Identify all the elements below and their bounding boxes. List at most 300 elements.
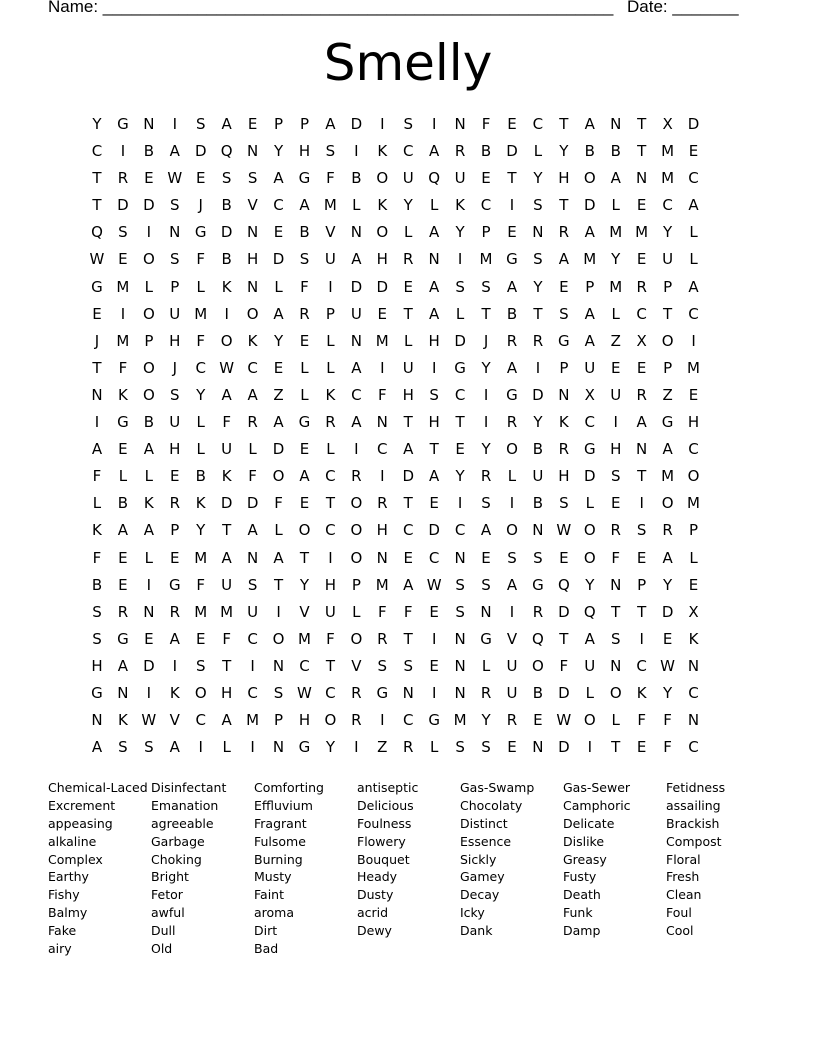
grid-letter: I [328, 548, 333, 567]
grid-letter: L [144, 467, 154, 486]
grid-letter: N [532, 223, 544, 242]
grid-letter: K [117, 711, 128, 730]
grid-letter: A [662, 548, 673, 567]
grid-letter: G [117, 629, 129, 648]
grid-letter: S [533, 250, 543, 269]
grid-letter: B [532, 494, 544, 513]
grid-letter: A [169, 142, 180, 161]
grid-letter: F [222, 629, 231, 648]
grid-letter: L [222, 738, 231, 757]
grid-letter: W [556, 521, 572, 540]
grid-letter: T [273, 575, 284, 594]
word-list-item: Disinfectant [151, 780, 227, 795]
grid-letter: H [558, 169, 570, 188]
grid-letter: U [610, 385, 622, 404]
grid-row [84, 411, 736, 438]
grid-letter: N [91, 711, 103, 730]
grid-letter: M [194, 602, 208, 621]
grid-letter: M [375, 575, 389, 594]
grid-letter: I [431, 115, 437, 133]
grid-letter: S [247, 575, 258, 594]
grid-letter: L [429, 196, 439, 215]
grid-letter: L [404, 223, 413, 242]
word-list-item: Gas-Swamp [460, 780, 535, 795]
grid-letter: S [455, 738, 465, 757]
grid-letter: L [326, 331, 335, 350]
grid-letter: N [350, 223, 362, 242]
word-list-item: awful [151, 905, 185, 921]
grid-letter: F [403, 602, 413, 621]
grid-letter: A [351, 358, 362, 377]
grid-letter: G [91, 277, 103, 296]
grid-letter: L [611, 711, 620, 730]
grid-letter: T [92, 196, 102, 215]
grid-letter: R [636, 385, 647, 404]
grid-letter: E [455, 440, 465, 459]
grid-letter: Y [273, 142, 284, 161]
grid-letter: G [298, 738, 311, 757]
grid-letter: F [559, 656, 569, 675]
grid-letter: C [428, 548, 440, 567]
grid-letter: V [247, 196, 258, 215]
letter-grid [84, 113, 736, 763]
grid-letter: V [351, 656, 362, 675]
grid-letter: H [246, 250, 259, 269]
word-list-item: Essence [460, 833, 512, 849]
grid-letter: F [611, 548, 621, 567]
grid-letter: R [377, 494, 388, 513]
grid-letter: L [611, 304, 620, 323]
grid-letter: I [172, 656, 177, 675]
grid-letter: W [89, 250, 105, 269]
grid-letter: A [143, 521, 154, 540]
grid-letter: M [609, 277, 623, 296]
word-list-item: Heady [357, 869, 398, 885]
grid-letter: L [326, 440, 335, 459]
word-list-item: Complex [48, 851, 103, 867]
grid-letter: T [403, 304, 413, 323]
word-list [48, 779, 768, 958]
word-list-item: Bouquet [357, 851, 410, 867]
grid-letter: Q [91, 223, 103, 242]
grid-letter: T [533, 304, 543, 323]
grid-letter: F [481, 115, 491, 133]
word-list-item: Dewy [357, 923, 392, 939]
grid-letter: R [169, 494, 180, 513]
grid-letter: D [661, 602, 674, 621]
grid-letter: A [403, 440, 414, 459]
grid-letter: T [663, 304, 673, 323]
grid-letter: M [661, 142, 675, 161]
grid-letter: A [506, 358, 518, 377]
grid-row [84, 248, 736, 275]
grid-letter: I [431, 683, 437, 702]
grid-letter: A [429, 304, 440, 323]
grid-letter: R [506, 711, 518, 730]
word-list-item: agreeable [151, 815, 214, 831]
grid-letter: S [533, 196, 543, 215]
grid-letter: A [169, 629, 180, 648]
grid-letter: N [610, 575, 622, 594]
grid-letter: S [429, 385, 439, 404]
grid-letter: J [172, 358, 177, 377]
grid-letter: Q [220, 142, 233, 161]
grid-letter: T [222, 656, 232, 675]
grid-letter: F [663, 738, 672, 757]
grid-letter: A [506, 277, 518, 296]
grid-letter: B [610, 142, 621, 161]
grid-letter: E [273, 358, 284, 377]
grid-letter: J [483, 331, 489, 350]
grid-letter: T [481, 304, 491, 323]
grid-letter: W [660, 656, 676, 675]
grid-letter: A [273, 169, 284, 188]
grid-letter: K [117, 385, 128, 404]
word-list-item: antiseptic [357, 780, 419, 795]
word-list-item: Dislike [563, 833, 605, 849]
grid-letter: T [92, 169, 102, 188]
page-title: Smelly [323, 34, 493, 92]
grid-letter: Y [273, 331, 284, 350]
grid-letter: T [325, 494, 335, 513]
grid-letter: R [558, 440, 570, 459]
grid-letter: Y [533, 277, 543, 296]
grid-letter: S [273, 683, 284, 702]
grid-letter: W [297, 683, 312, 702]
grid-letter: W [141, 711, 157, 730]
grid-letter: S [195, 656, 206, 675]
grid-letter: U [662, 250, 674, 269]
grid-letter: K [455, 196, 466, 215]
grid-letter: A [584, 629, 595, 648]
grid-letter: F [637, 711, 646, 730]
word-list-item: airy [48, 941, 72, 957]
grid-letter: O [350, 521, 363, 540]
grid-letter: F [326, 169, 335, 188]
grid-letter: L [248, 440, 257, 459]
grid-letter: N [532, 738, 544, 757]
grid-letter: A [506, 575, 518, 594]
grid-letter: R [532, 602, 544, 621]
grid-letter: T [637, 467, 647, 486]
grid-letter: I [639, 629, 644, 648]
grid-letter: Y [611, 250, 621, 269]
grid-letter: L [533, 142, 543, 161]
grid-letter: D [220, 223, 233, 242]
grid-letter: M [116, 277, 130, 296]
grid-letter: E [118, 440, 128, 459]
grid-letter: C [273, 196, 284, 215]
word-list-item: Fusty [563, 869, 597, 885]
grid-letter: S [247, 169, 258, 188]
grid-letter: R [403, 250, 414, 269]
grid-letter: Y [585, 575, 595, 594]
grid-row [84, 438, 736, 465]
grid-letter: T [403, 629, 413, 648]
word-list-item: Fetidness [666, 780, 726, 795]
grid-letter: M [297, 629, 311, 648]
grid-letter: O [194, 683, 207, 702]
grid-letter: O [506, 440, 518, 459]
grid-letter: I [613, 413, 618, 432]
grid-letter: K [636, 683, 647, 702]
grid-letter: N [610, 115, 622, 133]
grid-letter: E [688, 575, 699, 594]
grid-letter: C [247, 629, 258, 648]
grid-letter: F [92, 467, 102, 486]
grid-letter: D [117, 196, 129, 215]
grid-letter: T [611, 738, 621, 757]
grid-letter: D [558, 683, 570, 702]
grid-letter: T [559, 629, 569, 648]
word-list-item: Fetor [151, 887, 183, 903]
grid-letter: U [506, 683, 518, 702]
grid-letter: H [298, 711, 311, 730]
grid-letter: S [403, 656, 413, 675]
grid-letter: A [403, 575, 414, 594]
grid-letter: E [507, 223, 517, 242]
grid-letter: L [274, 277, 283, 296]
grid-letter: E [299, 331, 310, 350]
grid-letter: B [195, 467, 206, 486]
grid-letter: Y [559, 142, 569, 161]
grid-letter: S [92, 629, 102, 648]
grid-letter: G [480, 629, 492, 648]
grid-letter: R [117, 169, 129, 188]
grid-letter: E [507, 115, 517, 133]
grid-letter: N [246, 277, 259, 296]
grid-letter: I [483, 413, 489, 432]
grid-letter: S [610, 467, 621, 486]
grid-letter: R [247, 413, 258, 432]
grid-letter: B [221, 196, 232, 215]
grid-letter: F [377, 385, 387, 404]
grid-letter: R [299, 304, 310, 323]
grid-letter: E [688, 385, 699, 404]
grid-letter: G [91, 683, 103, 702]
grid-letter: E [481, 548, 491, 567]
grid-letter: E [636, 358, 647, 377]
grid-letter: A [273, 548, 284, 567]
grid-letter: T [403, 494, 413, 513]
grid-letter: U [221, 575, 233, 594]
grid-letter: I [172, 115, 177, 133]
grid-letter: D [246, 494, 259, 513]
grid-letter: N [454, 115, 466, 133]
grid-letter: S [92, 602, 102, 621]
grid-letter: O [583, 548, 596, 567]
word-list-item: Delicious [357, 797, 414, 813]
grid-letter: P [325, 304, 335, 323]
grid-row [84, 709, 736, 736]
grid-letter: M [116, 331, 130, 350]
word-list-item: Compost [666, 833, 722, 849]
grid-letter: I [250, 656, 255, 675]
grid-letter: N [376, 548, 388, 567]
grid-letter: A [480, 521, 492, 540]
grid-row [84, 628, 736, 655]
grid-letter: N [246, 223, 259, 242]
grid-letter: Y [325, 738, 335, 757]
grid-letter: A [117, 521, 129, 540]
grid-letter: L [92, 494, 102, 513]
grid-row [84, 547, 736, 574]
grid-letter: E [429, 494, 439, 513]
grid-letter: G [506, 250, 518, 269]
grid-letter: M [194, 304, 208, 323]
grid-letter: D [428, 521, 440, 540]
grid-letter: P [299, 115, 309, 133]
grid-letter: O [583, 169, 596, 188]
grid-letter: E [118, 548, 128, 567]
grid-letter: L [300, 358, 309, 377]
grid-letter: I [354, 142, 359, 161]
grid-letter: C [688, 304, 699, 323]
word-list-item: acrid [357, 905, 389, 921]
grid-letter: A [273, 304, 284, 323]
grid-letter: E [247, 115, 258, 133]
grid-letter: Y [196, 385, 206, 404]
grid-letter: S [636, 521, 647, 540]
word-list-item: Foul [666, 905, 692, 921]
grid-letter: Q [583, 602, 596, 621]
grid-letter: R [454, 142, 466, 161]
grid-letter: F [274, 494, 283, 513]
grid-letter: R [169, 602, 180, 621]
grid-letter: M [661, 169, 675, 188]
grid-letter: R [662, 521, 673, 540]
grid-row [84, 384, 736, 411]
word-list-item: Garbage [151, 833, 205, 849]
grid-letter: C [247, 358, 258, 377]
grid-letter: W [219, 358, 235, 377]
grid-letter: D [532, 385, 544, 404]
grid-letter: F [196, 331, 206, 350]
grid-letter: T [403, 413, 413, 432]
grid-letter: I [509, 494, 515, 513]
grid-letter: B [143, 413, 154, 432]
grid-letter: H [169, 440, 181, 459]
grid-letter: N [376, 413, 388, 432]
grid-row [84, 655, 736, 682]
grid-letter: A [299, 196, 310, 215]
grid-letter: T [92, 358, 102, 377]
grid-letter: G [532, 575, 544, 594]
grid-letter: C [688, 169, 699, 188]
grid-letter: E [118, 575, 128, 594]
grid-letter: U [532, 467, 544, 486]
grid-letter: K [92, 521, 102, 540]
grid-row [84, 601, 736, 628]
grid-letter: S [507, 548, 517, 567]
word-list-item: Fragrant [254, 815, 307, 831]
grid-letter: Q [428, 169, 441, 188]
grid-letter: Y [92, 115, 102, 133]
grid-letter: O [661, 494, 674, 513]
grid-letter: U [584, 656, 596, 675]
grid-letter: I [224, 304, 229, 323]
grid-letter: C [247, 683, 258, 702]
grid-letter: Y [663, 223, 673, 242]
grid-letter: G [298, 169, 311, 188]
grid-letter: L [507, 467, 517, 486]
word-list-item: Choking [151, 851, 202, 867]
grid-letter: G [168, 575, 181, 594]
grid-row [84, 140, 736, 167]
grid-letter: F [196, 250, 206, 269]
grid-letter: C [195, 711, 206, 730]
grid-row [84, 519, 736, 546]
grid-letter: F [326, 629, 335, 648]
grid-letter: I [380, 358, 385, 377]
grid-letter: Y [481, 711, 491, 730]
word-list-item: Bright [151, 869, 189, 885]
grid-letter: T [299, 548, 310, 567]
grid-letter: A [247, 385, 258, 404]
word-list-item: Chocolaty [460, 797, 523, 813]
grid-letter: M [194, 548, 208, 567]
grid-letter: I [120, 142, 126, 161]
grid-letter: D [194, 142, 207, 161]
grid-letter: N [169, 223, 181, 242]
grid-letter: M [583, 250, 597, 269]
grid-letter: R [480, 683, 492, 702]
grid-letter: N [454, 629, 466, 648]
word-list-item: Comforting [254, 780, 324, 795]
grid-row [84, 194, 736, 221]
grid-letter: I [146, 683, 152, 702]
grid-letter: E [144, 629, 154, 648]
grid-letter: H [687, 413, 700, 432]
grid-letter: L [352, 602, 361, 621]
grid-letter: E [170, 467, 180, 486]
grid-row [84, 682, 736, 709]
word-list-item: Funk [563, 905, 593, 921]
grid-letter: N [91, 385, 103, 404]
grid-letter: U [350, 304, 362, 323]
grid-letter: O [376, 169, 389, 188]
grid-letter: T [455, 413, 465, 432]
grid-letter: G [117, 413, 129, 432]
grid-letter: O [298, 521, 311, 540]
header [48, 0, 748, 19]
grid-letter: B [351, 169, 362, 188]
grid-letter: I [198, 738, 203, 757]
grid-letter: D [143, 656, 155, 675]
grid-letter: E [195, 629, 206, 648]
grid-letter: R [403, 738, 414, 757]
grid-letter: R [117, 602, 129, 621]
grid-letter: T [222, 521, 232, 540]
grid-letter: J [198, 196, 203, 215]
grid-letter: O [661, 331, 674, 350]
grid-letter: C [454, 521, 466, 540]
grid-letter: O [609, 683, 622, 702]
grid-letter: M [635, 223, 649, 242]
grid-letter: C [325, 521, 336, 540]
grid-letter: S [533, 548, 543, 567]
grid-letter: C [454, 385, 466, 404]
grid-letter: S [455, 602, 465, 621]
grid-letter: N [428, 250, 440, 269]
grid-letter: I [94, 413, 100, 432]
grid-letter: C [688, 683, 699, 702]
grid-letter: M [220, 602, 234, 621]
word-list-item: Burning [254, 851, 303, 867]
grid-letter: A [221, 711, 232, 730]
grid-letter: D [558, 602, 570, 621]
grid-letter: Y [663, 683, 673, 702]
